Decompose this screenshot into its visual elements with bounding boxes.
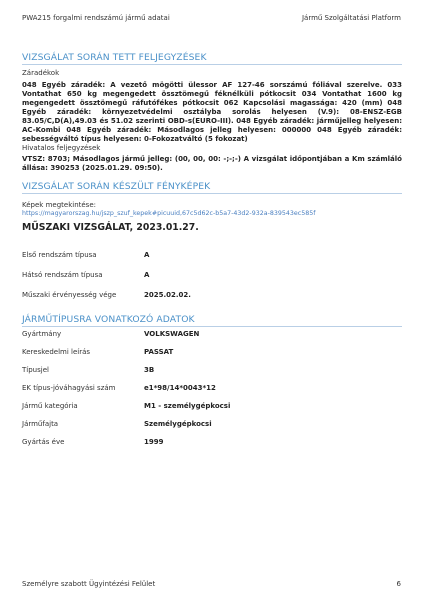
table-row: [22, 291, 402, 311]
footer-title: Személyre szabott Ügyintézési Felület: [22, 580, 156, 588]
table-row: [22, 402, 402, 420]
section-title-vehicle-type: JÁRMŰTÍPUSRA VONATKOZÓ ADATOK: [22, 314, 195, 325]
row-value: PASSAT: [144, 348, 174, 356]
clauses-label: Záradékok: [22, 69, 60, 77]
photos-link[interactable]: https://magyarorszag.hu/jszp_szuf_kepek#picuuid,67c5d62c-b5a7-43d2-932a-839543ec585f: [22, 210, 316, 217]
vehicle-type-rows: [22, 330, 402, 456]
row-label: Első rendszám típusa: [22, 251, 97, 259]
table-row: [22, 251, 402, 271]
header-platform-name: Jármű Szolgáltatási Platform: [301, 14, 401, 22]
section-inspection-findings: [22, 52, 402, 173]
section-title-findings: VIZSGÁLAT SORÁN TETT FELJEGYZÉSEK: [22, 52, 207, 63]
section-divider: [22, 193, 402, 194]
clauses-text: 048 Egyéb záradék: A vezető mögötti ülessor AF 127-46 sorszámú fóliával szerelve. 033 Vontathat 650 kg megengedett össztömegű féknélküli pótkocsit 034 Vontathat 1600 kg megengedett össztömegű ráfutófékes pótkocsit 062 Kapcsolási magassága: 420 (mm) 048 Egyéb záradék: környezetvédelmi osztályba sorolás helyesen (V.9): 08-ENSZ-EGB 83.05/C,D(A),49.03 és 51.02 szerinti OBD-s(EURO-III). 048 Egyéb záradék: járműjelleg helyesen: AC-Kombi 048 Egyéb záradék: Másodlagos jelleg helyesen: 000000 048 Egyéb záradék: sebességváltó típus helyesen: 0-Fokozatváltó (5 fokozat): [22, 81, 402, 143]
row-label: Típusjel: [22, 366, 49, 374]
row-value: 3B: [144, 366, 155, 374]
table-row: [22, 348, 402, 366]
table-row: [22, 366, 402, 384]
row-label: Járműfajta: [22, 420, 59, 428]
row-label: EK típus-jóváhagyási szám: [22, 384, 116, 392]
photos-link-label: Képek megtekintése:: [22, 201, 96, 209]
row-label: Hátsó rendszám típusa: [22, 271, 103, 279]
section-inspection-photos: [22, 181, 402, 217]
section-divider: [22, 326, 402, 327]
table-row: [22, 384, 402, 402]
page-number: 6: [396, 580, 401, 588]
section-divider: [22, 64, 402, 65]
row-value: 2025.02.02.: [144, 291, 191, 299]
row-value: A: [144, 271, 150, 279]
section-title-photos: VIZSGÁLAT SORÁN KÉSZÜLT FÉNYKÉPEK: [22, 181, 211, 192]
row-value: VOLKSWAGEN: [144, 330, 200, 338]
row-value: Személygépkocsi: [144, 420, 212, 428]
table-row: [22, 438, 402, 456]
official-notes-text: VTSZ: 8703; Másodlagos jármű jelleg: (00, 00, 00: -;-;-) A vizsgálat időpontjában a Km számláló állása: 390253 (2025.01.29. 09:50).: [22, 155, 402, 172]
row-label: Gyártmány: [22, 330, 62, 338]
header-vehicle-title: PWA215 forgalmi rendszámú jármű adatai: [22, 14, 170, 22]
table-row: [22, 420, 402, 438]
row-label: Jármű kategória: [22, 402, 78, 410]
section-technical-inspection: [22, 222, 402, 311]
table-row: [22, 330, 402, 348]
row-value: e1*98/14*0043*12: [144, 384, 216, 392]
row-label: Gyártás éve: [22, 438, 65, 446]
technical-inspection-rows: [22, 251, 402, 311]
section-title-technical-inspection: MŰSZAKI VIZSGÁLAT, 2023.01.27.: [22, 222, 199, 233]
row-label: Kereskedelmi leírás: [22, 348, 91, 356]
row-value: A: [144, 251, 150, 259]
page-content: [22, 52, 402, 456]
table-row: [22, 271, 402, 291]
official-notes-label: Hivatalos feljegyzések: [22, 144, 101, 152]
section-vehicle-type: [22, 314, 402, 456]
row-label: Műszaki érvényesség vége: [22, 291, 117, 299]
row-value: M1 - személygépkocsi: [144, 402, 231, 410]
row-value: 1999: [144, 438, 164, 446]
